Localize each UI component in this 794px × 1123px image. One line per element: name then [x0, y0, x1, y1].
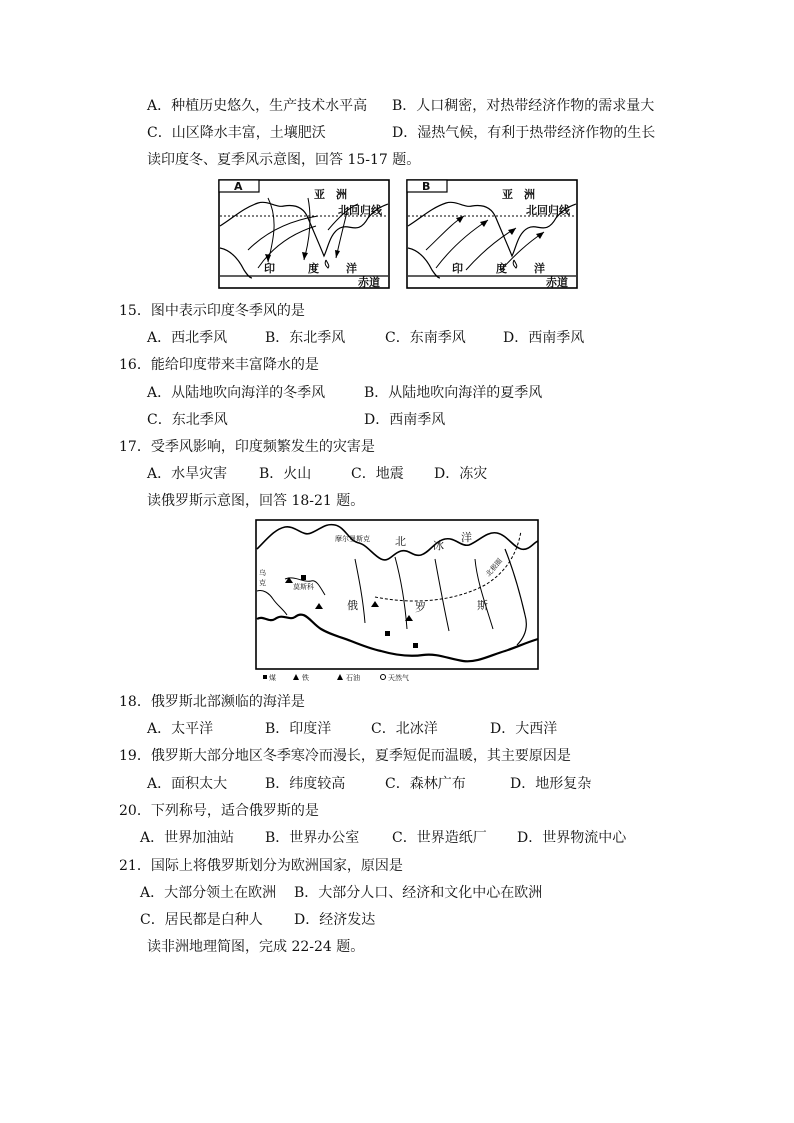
monsoon-panel-a — [219, 180, 389, 289]
panel-b-label: B — [422, 180, 431, 193]
q16-option-b: B．从陆地吹向海洋的夏季风 — [364, 385, 543, 401]
label-north: 北 — [395, 535, 406, 548]
q16-option-a: A．从陆地吹向海洋的冬季风 — [147, 385, 326, 401]
label-moscow: 莫斯科 — [293, 583, 314, 591]
q17-option-c: C．地震 — [351, 466, 404, 482]
panel-a-ocean-1: 印 — [264, 262, 275, 275]
india-monsoon-map — [218, 178, 578, 290]
panel-a-ocean-3: 洋 — [346, 262, 357, 275]
q14-option-a: A．种植历史悠久，生产技术水平高 — [147, 98, 368, 114]
q18-stem: 18．俄罗斯北部濒临的海洋是 — [119, 694, 305, 710]
q16-option-d: D．西南季风 — [364, 412, 446, 428]
q20-stem: 20．下列称号，适合俄罗斯的是 — [119, 803, 319, 819]
q20-option-a: A．世界加油站 — [140, 830, 235, 846]
q18-option-a: A．太平洋 — [147, 721, 214, 737]
legend-iron: 铁 — [302, 674, 309, 682]
label-ice: 冰 — [433, 539, 444, 552]
q20-option-b: B．世界办公室 — [265, 830, 360, 846]
q19-option-a: A．面积太大 — [147, 776, 228, 792]
q21-option-b: B．大部分人口、经济和文化中心在欧洲 — [294, 885, 543, 901]
label-si: 斯 — [477, 599, 488, 612]
panel-a-asia-label: 亚 洲 — [314, 188, 347, 201]
q21-option-d: D．经济发达 — [294, 912, 376, 928]
q15-option-c: C．东南季风 — [385, 330, 466, 346]
label-wu: 乌 — [259, 569, 266, 577]
q17-option-b: B．火山 — [259, 466, 312, 482]
panel-a-label: A — [234, 180, 243, 193]
legend-oil: 石油 — [346, 674, 360, 682]
panel-b-asia-label: 亚 洲 — [502, 188, 535, 201]
q16-option-c: C．东北季风 — [147, 412, 228, 428]
q21-stem: 21．国际上将俄罗斯划分为欧洲国家，原因是 — [119, 858, 403, 874]
panel-a-equator-label: 赤道 — [358, 276, 380, 289]
q21-option-c: C．居民都是白种人 — [140, 912, 263, 928]
label-e: 俄 — [347, 599, 358, 612]
label-ocean: 洋 — [461, 531, 472, 544]
q20-option-c: C．世界造纸厂 — [392, 830, 487, 846]
intro-15-17: 读印度冬、夏季风示意图，回答 15-17 题。 — [147, 152, 421, 168]
intro-18-21: 读俄罗斯示意图，回答 18-21 题。 — [147, 493, 365, 509]
panel-b-tropic-label: 北回归线 — [526, 204, 570, 217]
q17-option-d: D．冻灾 — [434, 466, 488, 482]
q15-option-b: B．东北季风 — [265, 330, 346, 346]
label-ke: 克 — [259, 579, 266, 587]
panel-b-ocean-2: 度 — [496, 262, 507, 275]
q19-option-d: D．地形复杂 — [510, 776, 592, 792]
intro-22-24: 读非洲地理简图，完成 22-24 题。 — [147, 939, 365, 955]
q18-option-b: B．印度洋 — [265, 721, 332, 737]
q14-option-d: D．湿热气候，有利于热带经济作物的生长 — [392, 125, 656, 141]
legend-coal: 煤 — [269, 674, 276, 682]
legend-gas: 天然气 — [388, 674, 409, 682]
label-murmansk: 摩尔曼斯克 — [335, 535, 370, 543]
q15-option-a: A．西北季风 — [147, 330, 228, 346]
q19-stem: 19．俄罗斯大部分地区冬季寒冷而漫长，夏季短促而温暖，其主要原因是 — [119, 748, 571, 764]
q20-option-d: D．世界物流中心 — [517, 830, 627, 846]
panel-b-equator-label: 赤道 — [546, 276, 568, 289]
label-luo: 罗 — [415, 601, 426, 614]
label-arctic-circle: 北极圈 — [484, 557, 505, 579]
panel-b-ocean-3: 洋 — [534, 262, 545, 275]
monsoon-panel-b — [407, 180, 577, 289]
q14-option-b: B．人口稠密，对热带经济作物的需求量大 — [392, 98, 655, 114]
russia-map — [255, 519, 539, 685]
q18-option-d: D．大西洋 — [490, 721, 558, 737]
q15-option-d: D．西南季风 — [503, 330, 585, 346]
q19-option-b: B．纬度较高 — [265, 776, 346, 792]
q18-option-c: C．北冰洋 — [371, 721, 438, 737]
panel-a-ocean-2: 度 — [308, 262, 319, 275]
q14-option-c: C．山区降水丰富，土壤肥沃 — [147, 125, 326, 141]
q15-stem: 15．图中表示印度冬季风的是 — [119, 303, 305, 319]
q17-stem: 17．受季风影响，印度频繁发生的灾害是 — [119, 439, 375, 455]
panel-b-ocean-1: 印 — [452, 262, 463, 275]
q21-option-a: A．大部分领土在欧洲 — [140, 885, 277, 901]
q16-stem: 16．能给印度带来丰富降水的是 — [119, 357, 319, 373]
q17-option-a: A．水旱灾害 — [147, 466, 228, 482]
q19-option-c: C．森林广布 — [385, 776, 466, 792]
panel-a-tropic-label: 北回归线 — [338, 204, 382, 217]
